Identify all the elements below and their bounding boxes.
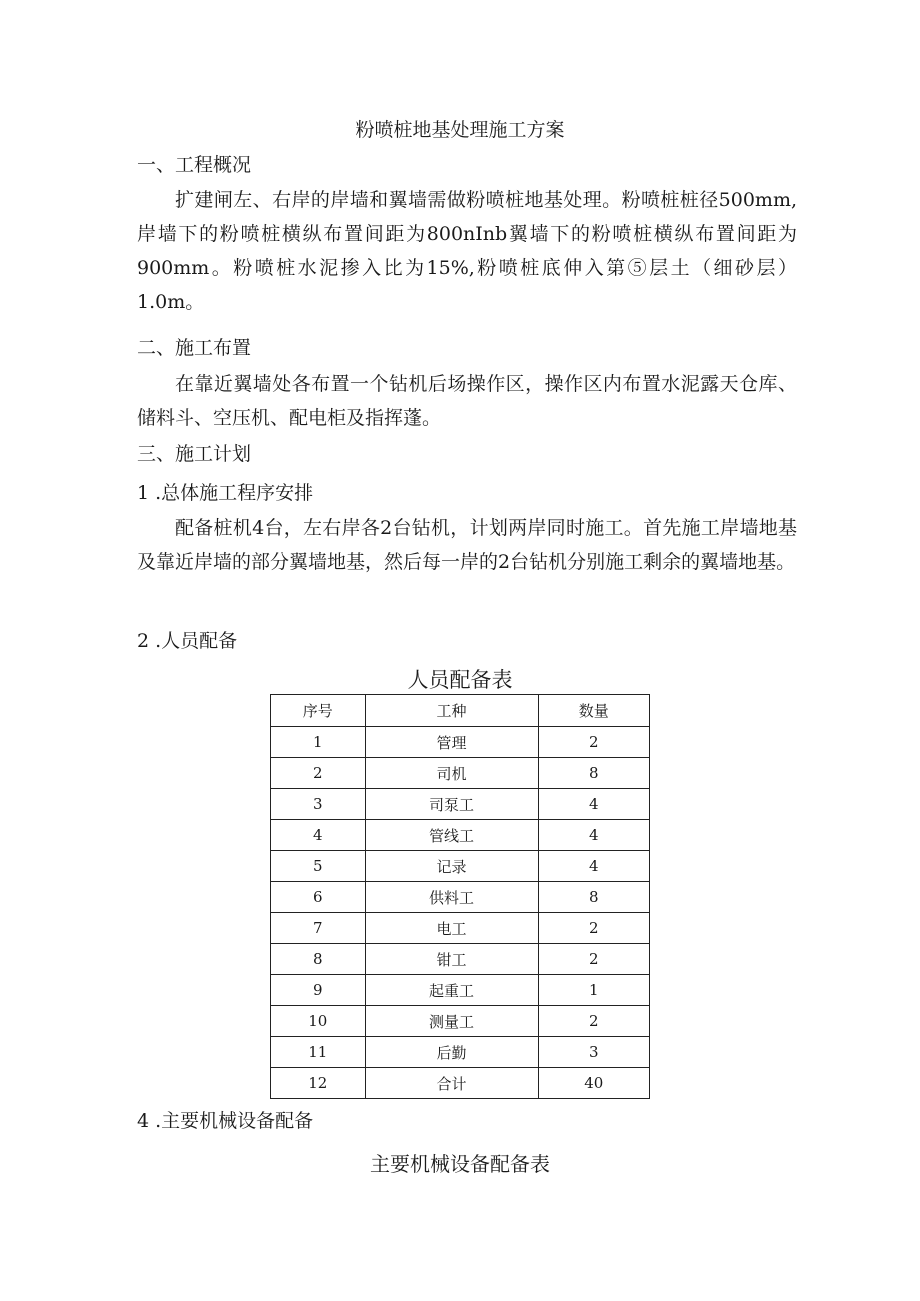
header-cell-job-type: 工种	[365, 695, 538, 727]
cell-quantity: 4	[538, 851, 649, 882]
table-row	[271, 944, 650, 975]
table-row	[271, 820, 650, 851]
staff-table-caption: 人员配备表	[407, 668, 513, 692]
cell-quantity: 4	[538, 820, 649, 851]
cell-quantity: 8	[538, 882, 649, 913]
section-1-paragraph: 扩建闸左、右岸的岸墙和翼墙需做粉喷桩地基处理。粉喷桩桩径500mm,岸墙下的粉喷桩横纵布置间距为800nInb翼墙下的粉喷桩横纵布置间距为900mm。粉喷桩水泥掺入比为15%,粉喷桩底伸入第⑤层土（细砂层）1.0m。	[137, 189, 797, 313]
header-cell-number: 序号	[271, 695, 366, 727]
subsection-1-paragraph: 配备桩机4台，左右岸各2台钻机，计划两岸同时施工。首先施工岸墙地基及靠近岸墙的部分翼墙地基，然后每一岸的2台钻机分别施工剩余的翼墙地基。	[137, 517, 797, 573]
section-2-heading: 二、施工布置	[137, 337, 252, 359]
table-row	[271, 975, 650, 1006]
cell-quantity: 1	[538, 975, 649, 1006]
cell-job-type: 司机	[365, 758, 538, 789]
table-row	[271, 882, 650, 913]
cell-number: 1	[271, 727, 366, 758]
table-row	[271, 727, 650, 758]
table-row	[271, 789, 650, 820]
section-3-heading: 三、施工计划	[137, 443, 252, 465]
table-row	[271, 1037, 650, 1068]
table-row	[271, 1006, 650, 1037]
cell-job-type: 钳工	[365, 944, 538, 975]
cell-number: 7	[271, 913, 366, 944]
cell-quantity: 3	[538, 1037, 649, 1068]
cell-number: 8	[271, 944, 366, 975]
cell-job-type: 管理	[365, 727, 538, 758]
cell-quantity: 2	[538, 913, 649, 944]
table-row	[271, 851, 650, 882]
cell-quantity: 2	[538, 944, 649, 975]
staff-table-header-row	[271, 695, 650, 727]
cell-quantity: 4	[538, 789, 649, 820]
document-title: 粉喷桩地基处理施工方案	[355, 119, 565, 141]
table-row	[271, 758, 650, 789]
cell-number: 4	[271, 820, 366, 851]
subsection-4-heading: 4 .主要机械设备配备	[137, 1110, 314, 1132]
table-row-total	[271, 1068, 650, 1099]
cell-job-type: 记录	[365, 851, 538, 882]
cell-number: 11	[271, 1037, 366, 1068]
equipment-table-caption: 主要机械设备配备表	[370, 1152, 550, 1176]
cell-job-type: 测量工	[365, 1006, 538, 1037]
cell-quantity: 2	[538, 727, 649, 758]
cell-number: 10	[271, 1006, 366, 1037]
cell-quantity: 2	[538, 1006, 649, 1037]
cell-job-type: 司泵工	[365, 789, 538, 820]
cell-job-type: 供料工	[365, 882, 538, 913]
cell-number: 12	[271, 1068, 366, 1099]
cell-job-type: 后勤	[365, 1037, 538, 1068]
cell-job-type: 起重工	[365, 975, 538, 1006]
staff-table	[270, 694, 650, 1099]
table-row	[271, 913, 650, 944]
cell-number: 5	[271, 851, 366, 882]
cell-job-type: 电工	[365, 913, 538, 944]
subsection-2-heading: 2 .人员配备	[137, 630, 238, 652]
cell-quantity: 40	[538, 1068, 649, 1099]
header-cell-quantity: 数量	[538, 695, 649, 727]
cell-number: 3	[271, 789, 366, 820]
cell-quantity: 8	[538, 758, 649, 789]
section-1-heading: 一、工程概况	[137, 154, 252, 176]
subsection-1-heading: 1 .总体施工程序安排	[137, 482, 314, 504]
cell-number: 6	[271, 882, 366, 913]
cell-job-type: 管线工	[365, 820, 538, 851]
cell-number: 2	[271, 758, 366, 789]
cell-number: 9	[271, 975, 366, 1006]
cell-job-type: 合计	[365, 1068, 538, 1099]
section-2-paragraph: 在靠近翼墙处各布置一个钻机后场操作区，操作区内布置水泥露天仓库、储料斗、空压机、配电柜及指挥蓬。	[137, 373, 797, 429]
